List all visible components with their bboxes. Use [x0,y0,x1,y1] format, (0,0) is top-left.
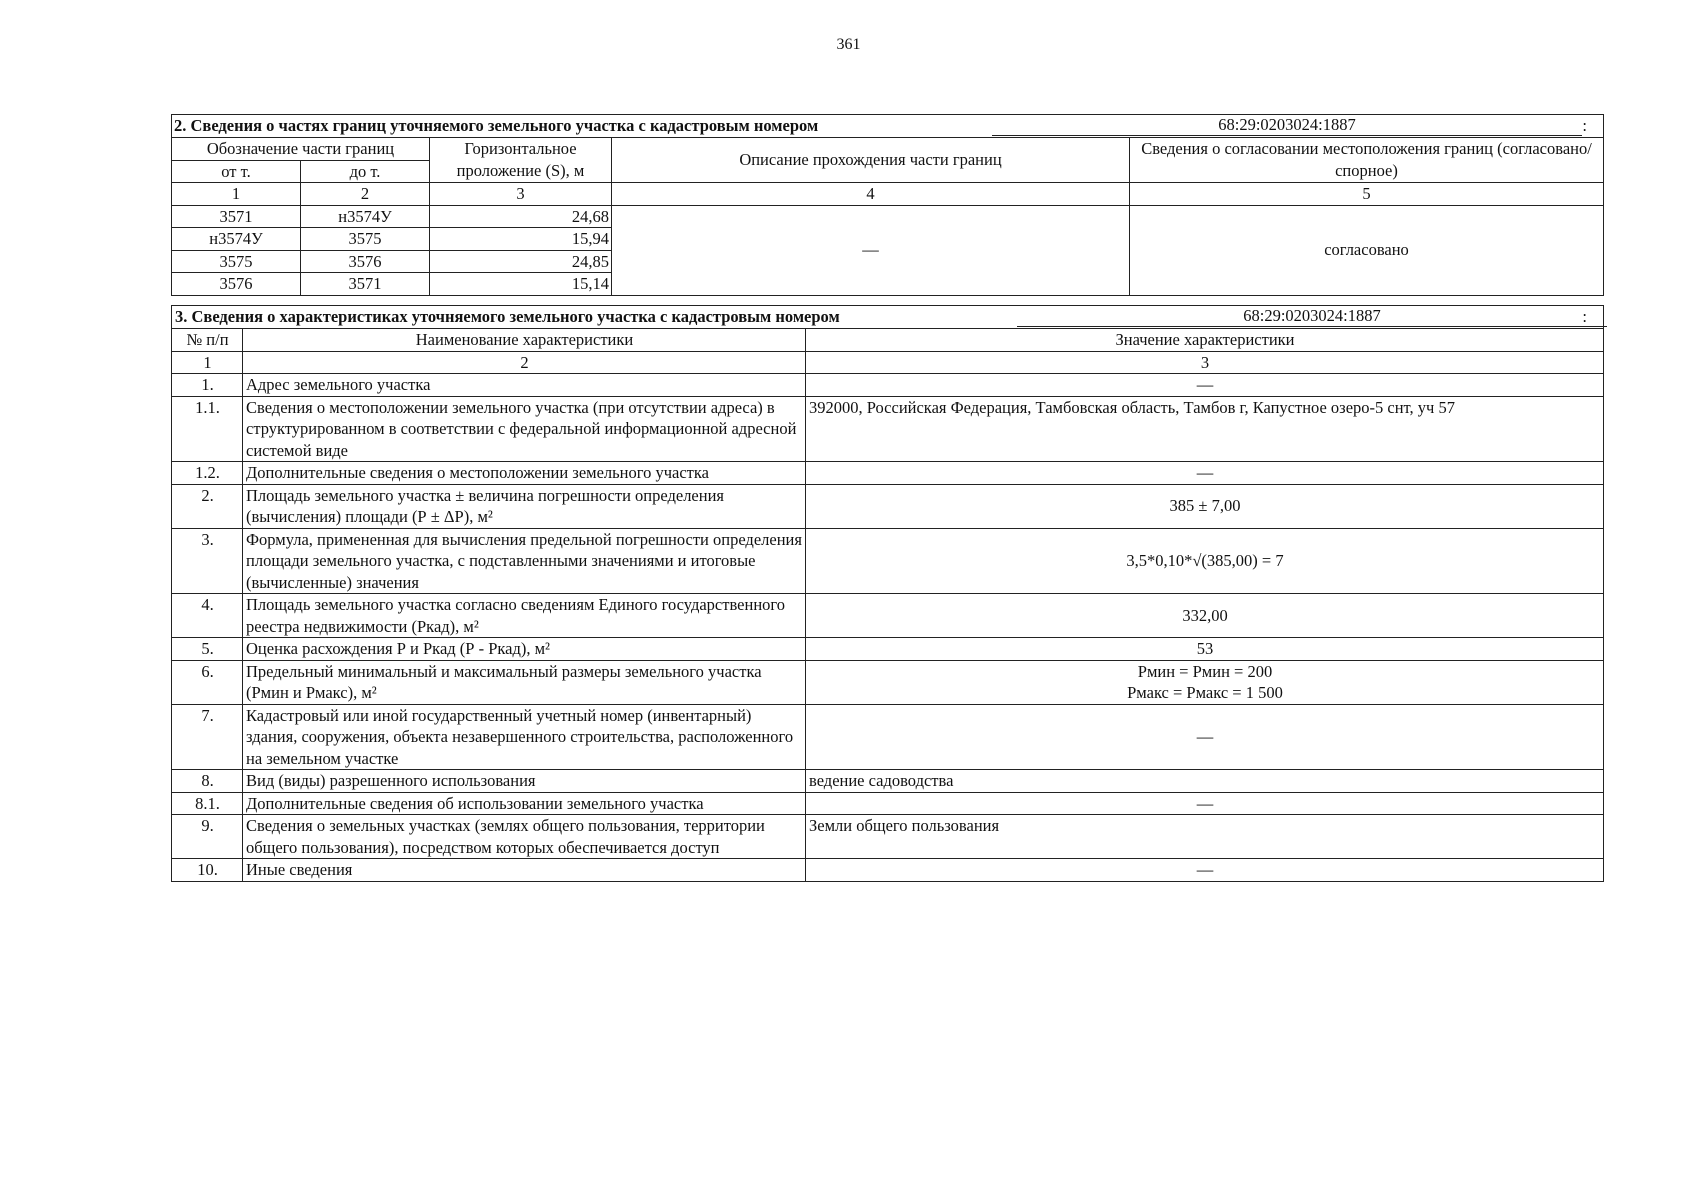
row-value: 332,00 [806,594,1604,638]
row-value: — [806,859,1604,882]
horizontal-length: 24,85 [430,250,612,273]
point-to: 3575 [301,228,430,251]
point-from: 3571 [172,205,301,228]
boundary-parts-table [171,114,1604,296]
header-name: Наименование характеристики [243,329,806,352]
row-num: 8. [172,770,243,793]
point-to: 3571 [301,273,430,296]
table-row [172,396,1604,462]
col-number: 2 [243,351,806,374]
row-num: 1.2. [172,462,243,485]
table-row [172,704,1604,770]
table-row [172,859,1604,882]
row-value: — [806,792,1604,815]
row-name: Дополнительные сведения о местоположении земельного участка [243,462,806,485]
header-part-designation: Обозначение части границ [172,138,430,161]
row-num: 2. [172,484,243,528]
row-value [806,660,1604,704]
row-value: 385 ± 7,00 [806,484,1604,528]
table-row [172,374,1604,397]
row-value: 3,5*0,10*√(385,00) = 7 [806,528,1604,594]
header-description: Описание прохождения части границ [612,138,1130,183]
max-size: Рмакс = Рмакс = 1 500 [1127,683,1283,702]
row-value: — [806,462,1604,485]
row-name: Сведения о местоположении земельного участка (при отсутствии адреса) в структурированном в соответствии с федеральной информационной адресной системой виде [243,396,806,462]
horizontal-length: 15,94 [430,228,612,251]
row-value: Земли общего пользования [806,815,1604,859]
row-name: Площадь земельного участка согласно сведениям Единого государственного реестра недвижимости (Ркад), м² [243,594,806,638]
section2-title-row [172,115,1604,138]
row-value: — [806,374,1604,397]
table-row [172,205,1604,228]
section3-colon: : [1582,307,1587,326]
row-num: 1.1. [172,396,243,462]
row-name: Вид (виды) разрешенного использования [243,770,806,793]
row-name: Формула, примененная для вычисления предельной погрешности определения площади земельного участка, с подставленными значениями и итоговые (вычисленные) значения [243,528,806,594]
page-number: 361 [836,36,861,53]
min-size: Рмин = Рмин = 200 [1137,661,1273,681]
description-value: — [612,205,1130,295]
table-row [172,462,1604,485]
row-value: 392000, Российская Федерация, Тамбовская область, Тамбов г, Капустное озеро-5 снт, уч 57 [806,396,1604,462]
point-from: 3575 [172,250,301,273]
row-name: Площадь земельного участка ± величина погрешности определения (вычисления) площади (Р ± ΔР), м² [243,484,806,528]
col-number: 1 [172,183,301,206]
row-num: 1. [172,374,243,397]
row-num: 10. [172,859,243,882]
col-number: 1 [172,351,243,374]
row-num: 4. [172,594,243,638]
header-value: Значение характеристики [806,329,1604,352]
row-num: 6. [172,660,243,704]
horizontal-length: 24,68 [430,205,612,228]
table-row [172,528,1604,594]
point-from: н3574У [172,228,301,251]
table-row [172,792,1604,815]
row-name: Кадастровый или иной государственный учетный номер (инвентарный) здания, сооружения, объекта незавершенного строительства, расположенного на земельном участке [243,704,806,770]
point-to: н3574У [301,205,430,228]
row-name: Предельный минимальный и максимальный размеры земельного участка (Рмин и Рмакс), м² [243,660,806,704]
section2-cadastral-number: 68:29:0203024:1887 [992,115,1582,136]
col-number: 5 [1130,183,1604,206]
row-value: ведение садоводства [806,770,1604,793]
row-name: Дополнительные сведения об использовании земельного участка [243,792,806,815]
col-number: 2 [301,183,430,206]
table-row [172,815,1604,859]
section3-title: 3. Сведения о характеристиках уточняемого земельного участка с кадастровым номером [175,307,840,326]
header-num: № п/п [172,329,243,352]
section3-cadastral-number: 68:29:0203024:1887 [1017,306,1607,327]
section2-title: 2. Сведения о частях границ уточняемого земельного участка с кадастровым номером [174,116,819,135]
point-to: 3576 [301,250,430,273]
row-num: 3. [172,528,243,594]
col-number: 3 [430,183,612,206]
col-number: 4 [612,183,1130,206]
section3-title-row [172,306,1604,329]
row-name: Сведения о земельных участках (землях общего пользования, территории общего пользования), посредством которых обеспечивается доступ [243,815,806,859]
header-to: до т. [301,160,430,183]
table-row [172,594,1604,638]
table-row [172,484,1604,528]
row-num: 8.1. [172,792,243,815]
table-row [172,770,1604,793]
agreement-value: согласовано [1130,205,1604,295]
row-value: — [806,704,1604,770]
row-name: Адрес земельного участка [243,374,806,397]
row-num: 7. [172,704,243,770]
header-horizontal: Горизонтальное проложение (S), м [430,138,612,183]
row-num: 9. [172,815,243,859]
row-value: 53 [806,638,1604,661]
table-row [172,660,1604,704]
horizontal-length: 15,14 [430,273,612,296]
header-agreement: Сведения о согласовании местоположения границ (согласовано/спорное) [1130,138,1604,183]
section2-colon: : [1582,116,1587,135]
characteristics-table [171,305,1604,882]
row-num: 5. [172,638,243,661]
row-name: Иные сведения [243,859,806,882]
point-from: 3576 [172,273,301,296]
row-name: Оценка расхождения Р и Ркад (Р - Ркад), м² [243,638,806,661]
header-from: от т. [172,160,301,183]
col-number: 3 [806,351,1604,374]
table-row [172,638,1604,661]
